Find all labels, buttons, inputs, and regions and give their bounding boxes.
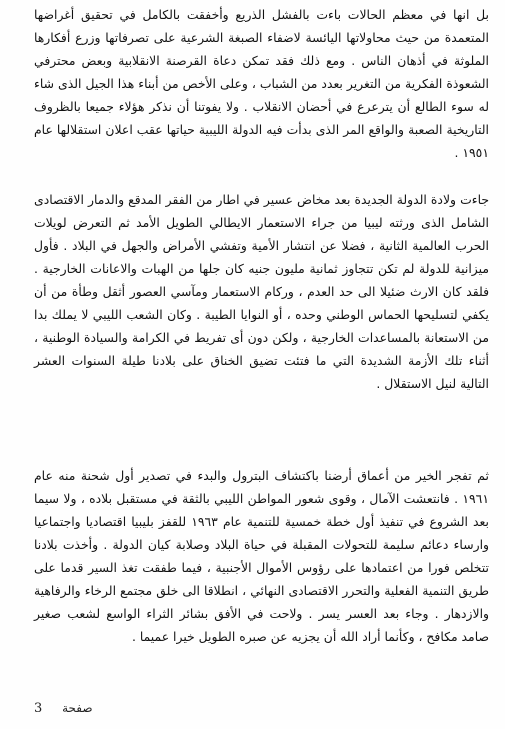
- page-footer: [34, 701, 93, 716]
- page-number: 3: [34, 701, 43, 716]
- paragraph-3: ثم تفجر الخير من أعماق أرضنا باكتشاف البترول والبدء في تصدير أول شحنة منه عام ١٩٦١ . فانتعشت الآمال ، وقوى شعور المواطن الليبي بالثقة في مستقبل بلاده ، ولا سيما بعد الشروع في تنفيذ أول خطة خمسية للتنمية عام ١٩٦٣ للقفز بليبيا اقتصاديا واجتماعيا وارساء دعائم سليمة للتحولات المقبلة في حياة البلاد وصلابة كيان الدولة . وأخذت بلادنا تتخلص فورا من اعتمادها على رؤوس الأموال الأجنبية ، فيما طفقت تغذ السير قدما على طريق التنمية الفعلية والتحرر الاقتصادى النهائي ، انطلاقا الى خلق مجتمع الرخاء والرفاهية والازدهار . وجاء بعد العسر يسر . ولاحت في الأفق بشائر الثراء الواسع لشعب صغير صامد مكافح ، وكأنما أراد الله أن يجزيه عن صبره الطويل خيرا عميما .: [34, 468, 489, 644]
- paragraph-1: بل انها في معظم الحالات باءت بالفشل الذريع وأخفقت بالكامل في تحقيق أغراضها المتعمدة من حيث محاولاتها اليائسة لاضفاء الصبغة الشرعية على تصرفاتها وزرع أفكارها الملوثة في أذهان الناس . ومع ذلك فقد تمكن دعاة القرصنة الانقلابية وبعض محترفي الشعوذة الفكرية من التغرير بعدد من الشباب ، وعلى الأخص من أبناء هذا الجيل الذى شاء له سوء الطالع أن يترعرع في أحضان الانقلاب . ولا يفوتنا أن نذكر هؤلاء جميعا بالظروف التاريخية الصعبة والواقع المر الذى بدأت فيه الدولة الليبية حياتها عقب اعلان استقلالها عام ١٩٥١ .: [34, 7, 489, 160]
- paragraph-2: جاءت ولادة الدولة الجديدة بعد مخاض عسير في اطار من الفقر المدقع والدمار الاقتصادى الشامل الذى ورثته ليبيا من جراء الاستعمار الايطالي الطويل الأمد ثم التعرض لويلات الحرب العالمية الثانية ، فضلا عن انتشار الأمية وتفشي الأمراض والجهل في البلاد . فأول ميزانية للدولة لم تكن تتجاوز ثمانية مليون جنيه كان جلها من الهبات والاعانات الخارجية . فلقد كان الارث ضئيلا الى حد العدم ، وركام الاستعمار ومآسي العصور أثقل وطأة من أن يكفي لتسليحها الحماس الوطني وحده ، أو النوايا الطيبة . وكان الشعب الليبي لا يملك بدا من الاستعانة بالمساعدات الخارجية ، ولكن دون أى تفريط في الكرامة والسيادة الوطنية ، أثناء تلك الأزمة الشديدة التي ما فتئت تضيق الخناق على بلادنا طيلة السنوات العشر التالية لنيل الاستقلال .: [34, 192, 489, 391]
- page-label: صفحة: [62, 701, 93, 715]
